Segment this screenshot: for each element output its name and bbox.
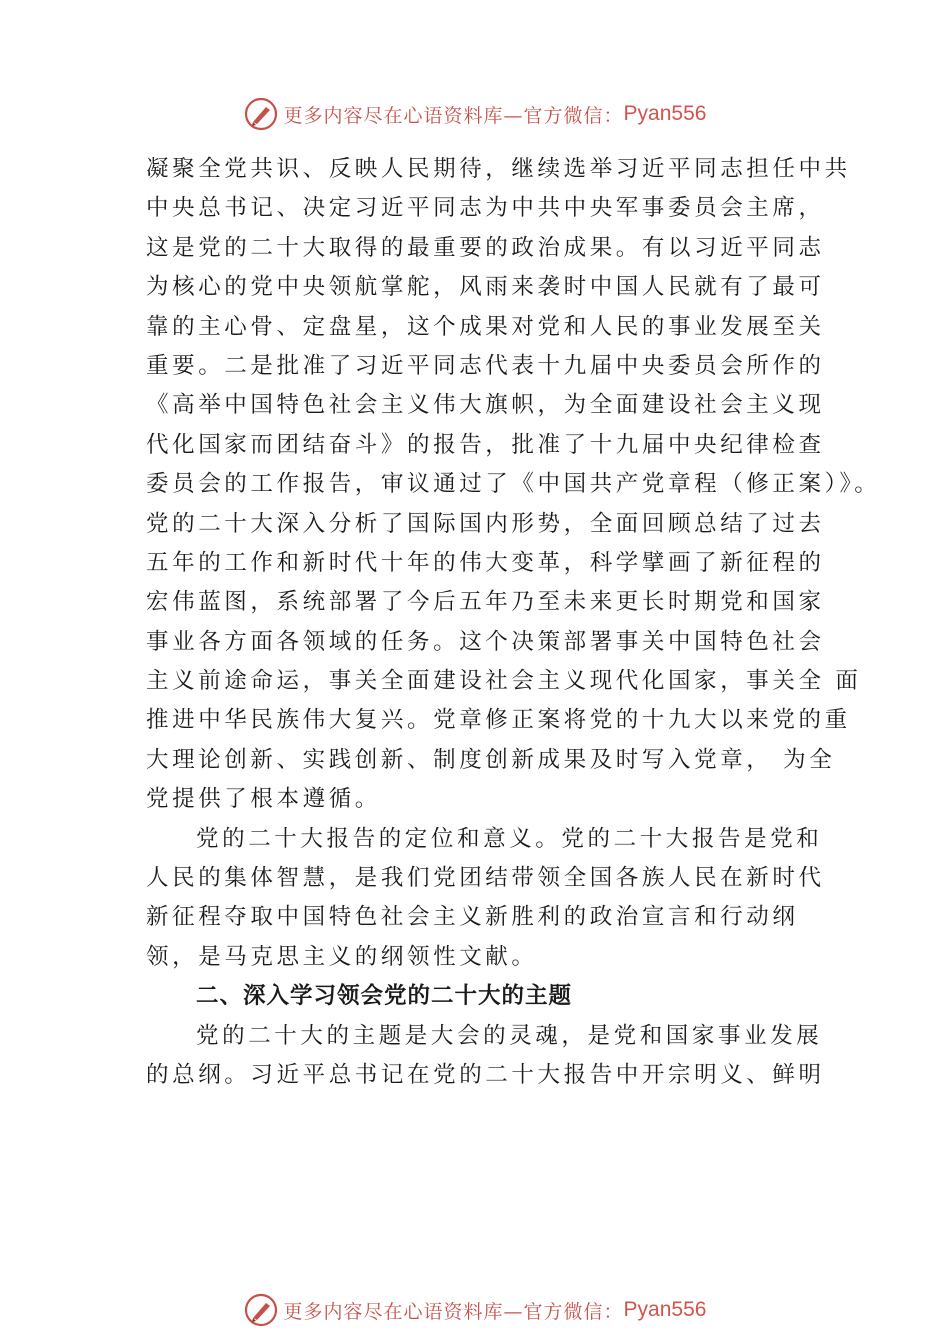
text-line: 为核心的党中央领航掌舵，风雨来袭时中国人民就有了最可 [146,274,825,301]
document-body [146,150,881,1095]
text-line: 《高举中国特色社会主义伟大旗帜，为全面建设社会主义现 [146,392,825,419]
watermark-text: 更多内容尽在心语资料库—官方微信： [283,104,624,127]
text-line: 大理论创新、实践创新、制度创新成果及时写入党章， 为全 [146,746,836,773]
text-line: 人民的集体智慧，是我们党团结带领全国各族人民在新时代 [146,865,825,892]
text-line: 中央总书记、决定习近平同志为中共中央军事委员会主席， [146,195,825,222]
text-line: 靠的主心骨、定盘星，这个成果对党和人民的事业发展至关 [146,313,825,340]
text-line: 新征程夺取中国特色社会主义新胜利的政治宣言和行动纲 [146,904,799,931]
footer-watermark [0,1290,950,1330]
text-line: 重要。二是批准了习近平同志代表十九届中央委员会所作的 [146,352,825,379]
text-line: 推进中华民族伟大复兴。党章修正案将党的十九大以来党的重 [146,707,851,734]
watermark-text: 更多内容尽在心语资料库—官方微信： [283,1300,624,1323]
text-line: 党的二十大深入分析了国际国内形势，全面回顾总结了过去 [146,510,825,537]
text-line: 党提供了根本遵循。 [146,786,381,813]
pen-logo-icon [244,1293,278,1327]
text-line: 的总纲。习近平总书记在党的二十大报告中开宗明义、鲜明 [146,1061,825,1088]
watermark-id: Pyan556 [623,1298,707,1321]
text-line: 领，是马克思主义的纲领性文献。 [146,943,538,970]
text-line: 党的二十大的主题是大会的灵魂，是党和国家事业发展 [196,1022,823,1049]
text-line: 五年的工作和新时代十年的伟大变革，科学擘画了新征程的 [146,549,825,576]
text-line: 事业各方面各领域的任务。这个决策部署事关中国特色社会 [146,628,825,655]
watermark-id: Pyan556 [623,102,707,125]
text-line: 党的二十大报告的定位和意义。党的二十大报告是党和 [196,825,823,852]
pen-logo-icon [244,97,278,131]
text-line: 宏伟蓝图，系统部署了今后五年乃至未来更长时期党和国家 [146,589,825,616]
section-heading: 二、深入学习领会党的二十大的主题 [196,983,573,1010]
header-watermark [0,94,950,134]
text-line: 主义前途命运，事关全面建设社会主义现代化国家，事关全 面 [146,668,862,695]
text-line: 代化国家而团结奋斗》的报告，批准了十九届中央纪律检查 [146,431,825,458]
text-line: 委员会的工作报告，审议通过了《中国共产党章程（修正案）》。 [146,471,881,498]
text-line: 这是党的二十大取得的最重要的政治成果。有以习近平同志 [146,234,825,261]
text-line: 凝聚全党共识、反映人民期待，继续选举习近平同志担任中共 [146,156,851,182]
